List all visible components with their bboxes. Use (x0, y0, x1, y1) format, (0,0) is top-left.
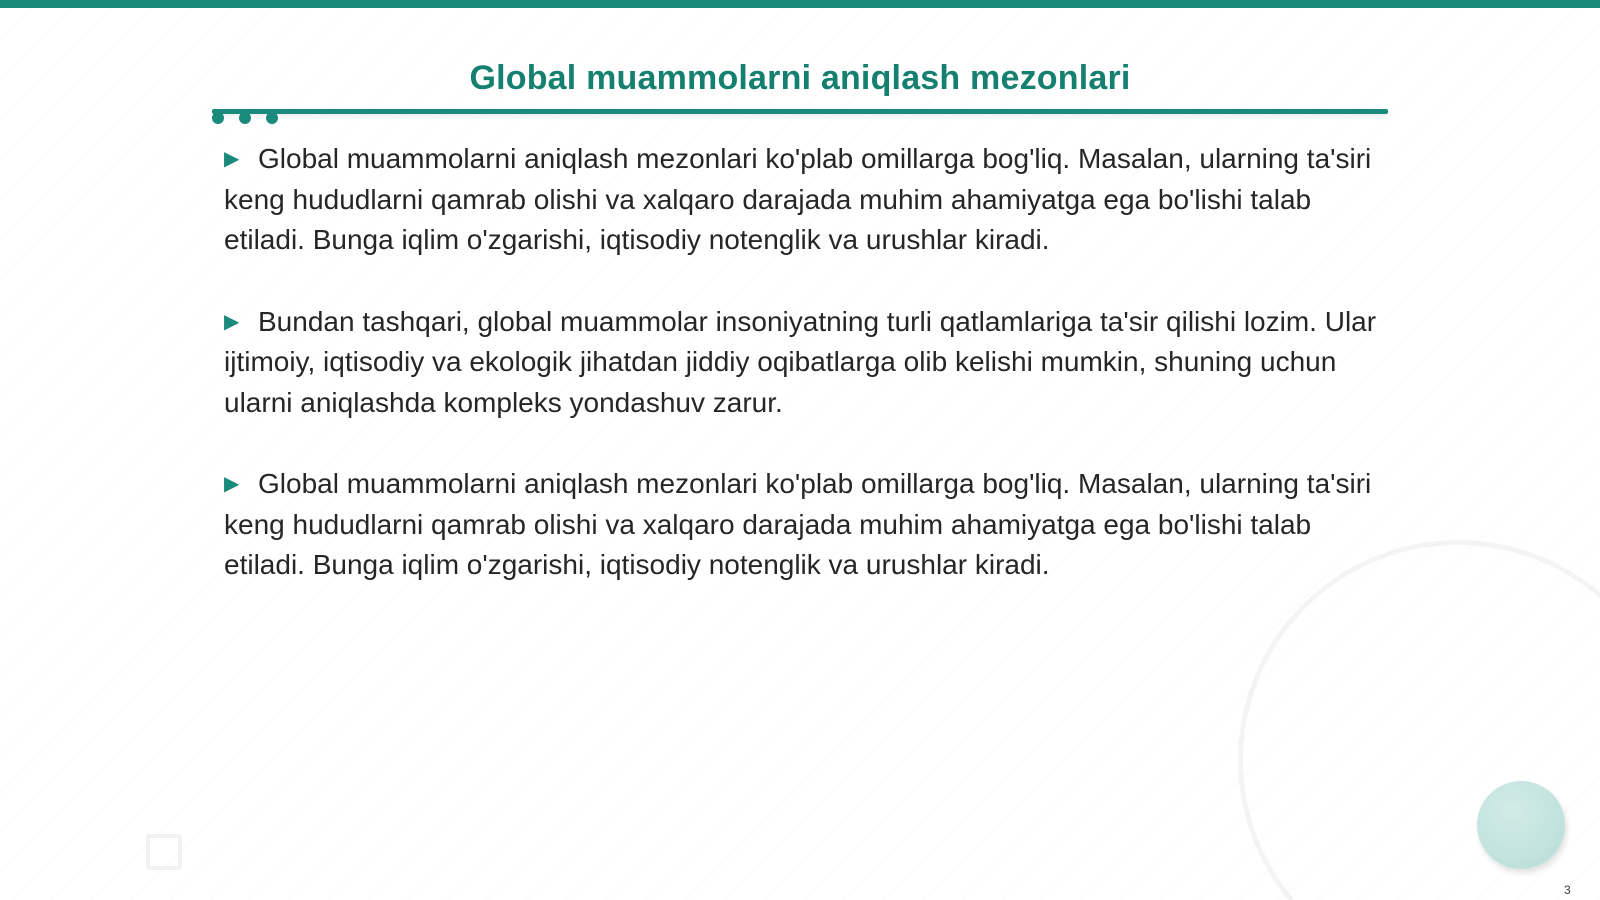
decorative-circle-icon (1477, 781, 1565, 869)
slide-body (224, 139, 1384, 627)
decorative-dot-icon (212, 112, 224, 124)
paragraph-text: Global muammolarni aniqlash mezonlari ko'plab omillarga bog'liq. Masalan, ularning ta'siri keng hududlarni qamrab olishi va xalqaro darajada muhim ahamiyatga ega bo'lishi talab etiladi. Bunga iqlim o'zgarishi, iqtisodiy notenglik va urushlar kiradi. (224, 143, 1372, 255)
paragraph-text: Global muammolarni aniqlash mezonlari ko'plab omillarga bog'liq. Masalan, ularning ta'siri keng hududlarni qamrab olishi va xalqaro darajada muhim ahamiyatga ega bo'lishi talab etiladi. Bunga iqlim o'zgarishi, iqtisodiy notenglik va urushlar kiradi. (224, 468, 1372, 580)
title-underline (212, 109, 1388, 114)
decorative-dot-icon (266, 112, 278, 124)
triangle-right-icon: ▶ (224, 473, 240, 495)
decorative-dot-icon (239, 112, 251, 124)
top-accent-bar (0, 0, 1600, 8)
triangle-right-icon: ▶ (224, 310, 240, 333)
bullet-paragraph (224, 464, 1384, 586)
slide-title: Global muammolarni aniqlash mezonlari (469, 59, 1131, 97)
bullet-paragraph (224, 139, 1384, 261)
triangle-right-icon: ▶ (224, 148, 240, 170)
page-number: 3 (1564, 883, 1571, 897)
bullet-paragraph (224, 302, 1384, 424)
decorative-square-icon (146, 834, 182, 870)
paragraph-text: Bundan tashqari, global muammolar insoniyatning turli qatlamlariga ta'sir qilishi lozim. Ular ijtimoiy, iqtisodiy va ekologik jihatdan jiddiy oqibatlarga olib kelishi mumkin, shuning uchun ularni aniqlashda kompleks yondashuv zarur. (224, 305, 1377, 418)
